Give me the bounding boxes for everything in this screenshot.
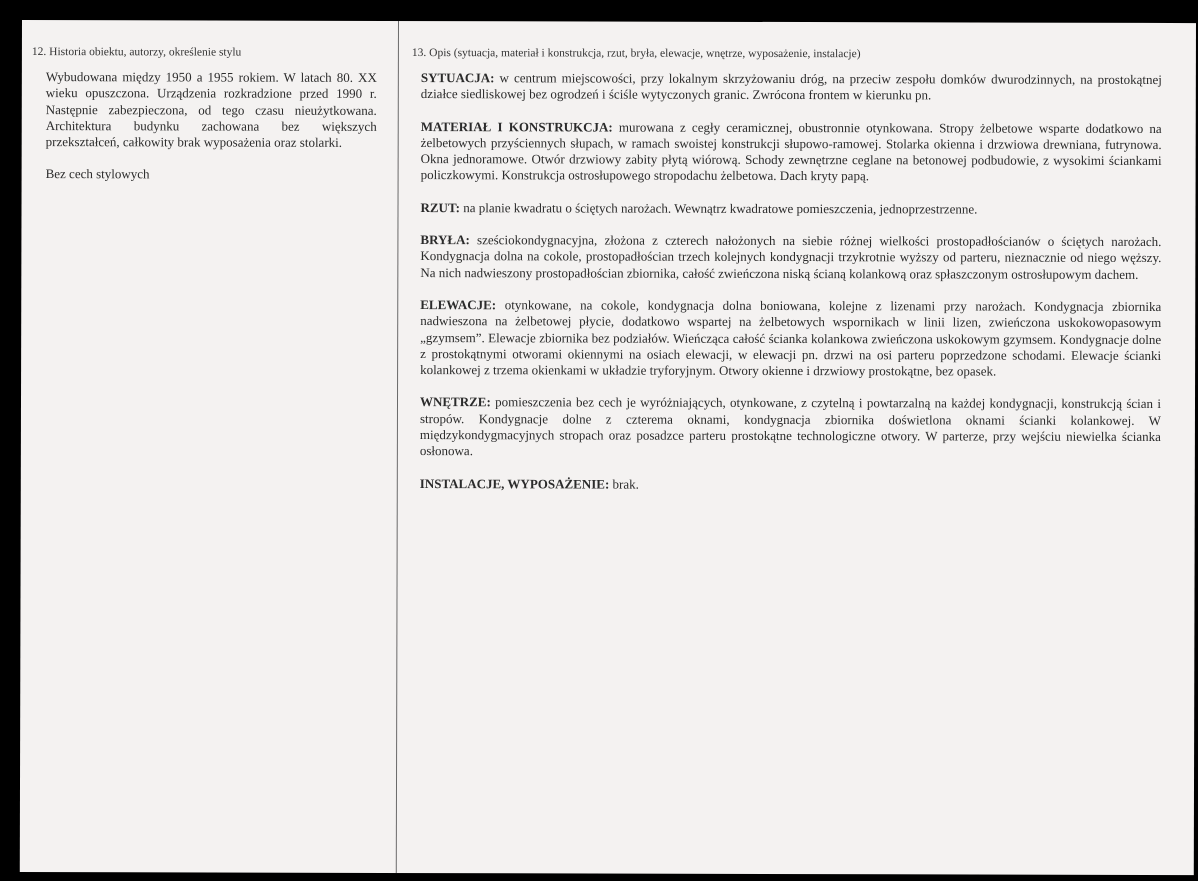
document-sheet xyxy=(20,20,1196,875)
section-text: brak. xyxy=(609,476,639,492)
history-heading: 12. Historia obiektu, autorzy, określenie stylu xyxy=(31,46,242,59)
section-text: pomieszczenia bez cech je wyróżniających, otynkowane, z czytelną i powtarzalną na każdej kondygnacji, konstrukcją ścian i stropów. Kondygnacje dolne z czterema oknami, kondygnacja zbiornika doświetlona oknami ścianki kolankowej. W międzykondygmacyjnych stropach oraz posadzce parteru prostokątne technologiczne otwory. W parterze, przy wejściu niewielka ścianka osłonowa. xyxy=(419,394,1162,459)
section-label: BRYŁA: xyxy=(420,232,470,248)
section-text: murowana z cegły ceramicznej, obustronnie otynkowana. Stropy żelbetowe wsparte dodatkowo na żelbetowych przyściennych słupach, w ramach swoistej konstrukcji słupowo-ramowej. Stolarka okienna i drzwiowa drewniana, futrynowa. Okna jednoramowe. Otwór drzwiowy zabity płytą wiórową. Schody zewnętrzne ceglane na betonowej podbudowie, z wysokimi ściankami policzkowymi. Konstrukcja ostrosłupowego stropodachu żelbetowa. Dach kryty papą. xyxy=(420,119,1162,184)
section-interior xyxy=(420,394,1161,461)
description-heading: 13. Opis (sytuacja, materiał i konstrukcja, rzut, bryła, elewacje, wnętrze, wyposażenie, instalacje) xyxy=(411,47,861,61)
section-massing xyxy=(420,232,1161,283)
style-text: Bez cech stylowych xyxy=(45,166,150,182)
section-text: w centrum miejscowości, przy lokalnym skrzyżowaniu dróg, na przeciw zespołu domków dwurodzinnych, na prostokątnej działce siedliskowej bez ogrodzeń i ściśle wytyczonych granic. Zwrócona frontem w kierunku pn. xyxy=(420,70,1162,103)
history-text: Wybudowana między 1950 a 1955 rokiem. W latach 80. XX wieku opuszczona. Urządzenia rozkradzione przed 1990 r. Następnie zabezpieczona, od tego czasu nieużytkowana. Architektura budynku zachowana bez większych przekształceń, całkowity brak wyposażenia oraz stolarki. xyxy=(45,69,377,151)
section-label: MATERIAŁ I KONSTRUKCJA: xyxy=(420,118,613,135)
section-plan xyxy=(420,200,1161,218)
section-situation xyxy=(421,70,1162,105)
section-text: sześciokondygnacyjna, złożona z czterech nałożonych na siebie różnej wielkości prostopadłościanów o ściętych narożach. Kondygnacja dolna na cokole, prostopadłościan trzech kolejnych kondygnacji trzykrotnie wyższy od parteru, nieznacznie od niego węższy. Na nich nadwieszony prostopadłościan zbiornika, całość zwieńczona niską ścianą kolankową oraz spłaszczonym ostrosłupowym dachem. xyxy=(420,232,1162,282)
section-text: na planie kwadratu o ściętych narożach. Wewnątrz kwadratowe pomieszczenia, jednoprzestrzenne. xyxy=(459,199,978,217)
description-column xyxy=(411,47,1162,510)
history-column xyxy=(32,46,377,200)
section-installations xyxy=(420,476,1161,494)
section-text: otynkowane, na cokole, kondygnacja dolna boniowana, kolejne z lizenami przy narożach. Kondygnacja zbiornika nadwieszona na żelbetowej płycie, dodatkowo wspartej na żelbetowych wspornikach w linii lizen, zwieńczona uskokowopasowym „gzymsem”. Elewacje zbiornika bez podziałów. Wieńcząca całość ścianka kolankowa zwieńczona uskokowym gzymsem. Kondygnacje dolne z prostokątnymi otworami okiennymi na osiach elewacji, w elewacji pn. drzwi na osi parteru poprzedzone schodami. Elewacje ścianki kolankowej z trzema okienkami w układzie tryforyjnym. Otwory okienne i drzwiowy prostokątne, bez opasek. xyxy=(420,297,1162,379)
section-label: WNĘTRZE: xyxy=(419,394,491,410)
section-label: RZUT: xyxy=(420,199,461,215)
section-material xyxy=(421,119,1162,186)
section-label: SYTUACJA: xyxy=(420,70,495,86)
section-label: ELEWACJE: xyxy=(420,297,497,313)
section-label: INSTALACJE, WYPOSAŻENIE: xyxy=(419,475,610,492)
column-divider xyxy=(396,21,399,873)
section-elevations xyxy=(420,297,1161,380)
